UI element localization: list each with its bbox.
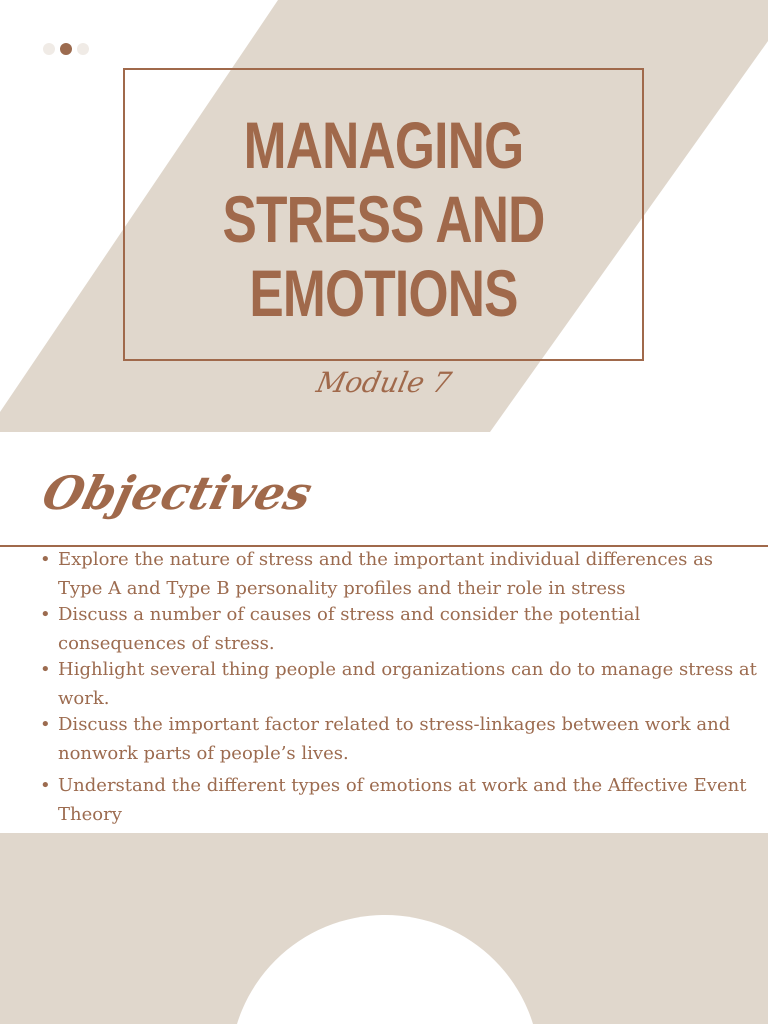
- indicator-dot: [77, 43, 89, 55]
- module-subtitle: Module 7: [313, 366, 455, 399]
- list-item: • Explore the nature of stress and the important individual differences as Type A and Type B personality profiles and their role in stress: [38, 545, 758, 603]
- list-item: • Highlight several thing people and organizations can do to manage stress at work.: [38, 655, 758, 713]
- objectives-list: [38, 545, 758, 829]
- title-line: STRESS AND: [222, 182, 545, 256]
- title-line: EMOTIONS: [249, 256, 518, 330]
- indicator-dot: [43, 43, 55, 55]
- indicator-dot-active: [60, 43, 72, 55]
- page-title: [180, 108, 586, 330]
- objectives-heading: Objectives: [37, 466, 318, 520]
- slide-indicator: [43, 43, 89, 55]
- list-item: • Discuss a number of causes of stress and consider the potential consequences of stress.: [38, 600, 758, 658]
- list-item: • Understand the different types of emotions at work and the Affective Event Theory: [38, 771, 758, 829]
- title-line: MANAGING: [243, 108, 524, 182]
- list-item: • Discuss the important factor related to stress-linkages between work and nonwork parts of people’s lives.: [38, 710, 758, 768]
